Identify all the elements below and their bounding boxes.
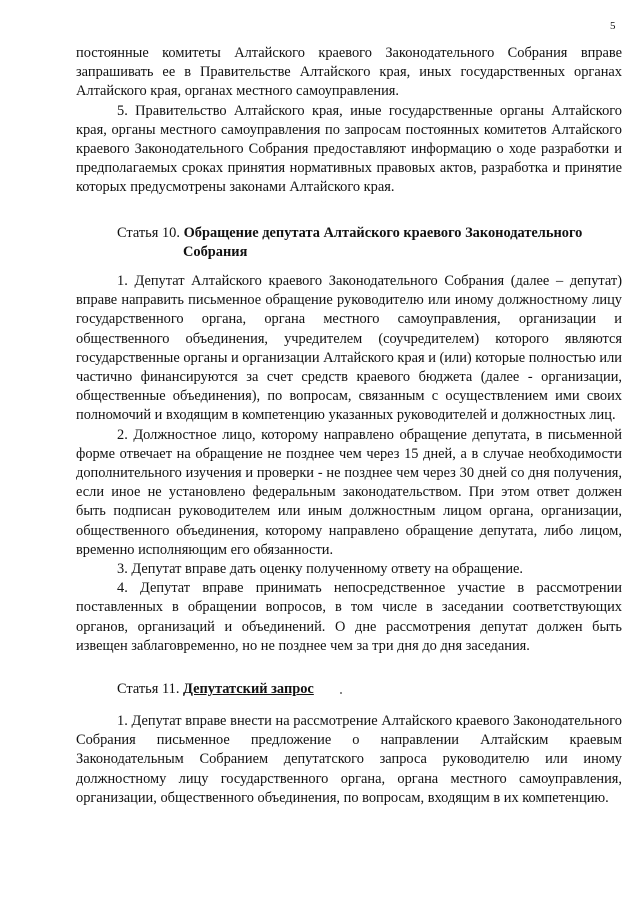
paragraph-continuation: постоянные комитеты Алтайского краевого Законодательного Собрания вправе запрашивать ее в Правительстве Алтайского края, иных государственных органах Алтайского края, органах местного самоуправления. [76,45,622,100]
scan-speck [340,692,342,694]
article-11-paragraph-1: 1. Депутат вправе внести на рассмотрение Алтайского краевого Законодательного Собрания письменное предложение о направлении Алтайским краевым Законодательным Собранием депутатского запроса руководителю или иному должностному лицу государственного органа, органа местного самоуправления, организации, общественного объединения, по вопросам, входящим в их компетенцию. [76,713,622,806]
article-10-paragraph-1: 1. Депутат Алтайского краевого Законодательного Собрания (далее – депутат) вправе направить письменное обращение руководителю или иному должностному лицу государственного органа, органа местного самоуправления, организации и общественного объединения, учредителем (соучредителем) которого являются государственные органы и организации Алтайского края и (или) которые полностью или частично финансируются за счет средств краевого бюджета (далее - организации, общественные объединения), по вопросам, связанным с осуществлением ими своих полномочий и входящим в компетенцию указанных руководителей и должностных лиц. [76,273,623,424]
article-10-title: Обращение депутата Алтайского краевого Законодательного Собрания [183,225,583,261]
article-11-body [76,712,622,808]
article-11-heading [117,680,622,699]
article-10-paragraph-3: 3. Депутат вправе дать оценку полученному ответу на обращение. [117,561,524,578]
article-10-paragraph-4: 4. Депутат вправе принимать непосредственное участие в рассмотрении поставленных в обращении вопросов, в том числе в заседании соответствующих органов, организаций и объединений. О дне рассмотрения депутат должен быть извещен заблаговременно, но не позднее чем за три дня до дня заседания. [76,580,622,654]
article-11-title: Депутатский запрос [183,681,314,697]
section-block-continuation [76,44,622,198]
article-10-paragraph-2: 2. Должностное лицо, которому направлено обращение депутата, в письменной форме отвечает на обращение не позднее чем через 15 дней, а в случае необходимости дополнительного изучения и проверки - не позднее чем через 30 дней со дня получения, если иное не установлено федеральным законодательством. При этом ответ должен быть подписан руководителем или иным должностным лицом органа, организации, общественного объединения, которому направлено обращение депутата, либо лицом, временно исполняющим его обязанности. [76,426,622,558]
article-10-number: Статья 10. [117,225,180,241]
paragraph-item-5: 5. Правительство Алтайского края, иные государственные органы Алтайского края, органы местного самоуправления по запросам постоянных комитетов Алтайского краевого Законодательного Собрания предоставляют информацию о ходе разработки и предполагаемых сроках принятия нормативных правовых актов, разработка и принятие которых предусмотрены законами Алтайского края. [76,102,622,196]
article-11-number: Статья 11. [117,681,180,697]
article-10-body [76,272,622,656]
page-number: 5 [610,20,616,32]
article-10-heading [117,224,622,262]
